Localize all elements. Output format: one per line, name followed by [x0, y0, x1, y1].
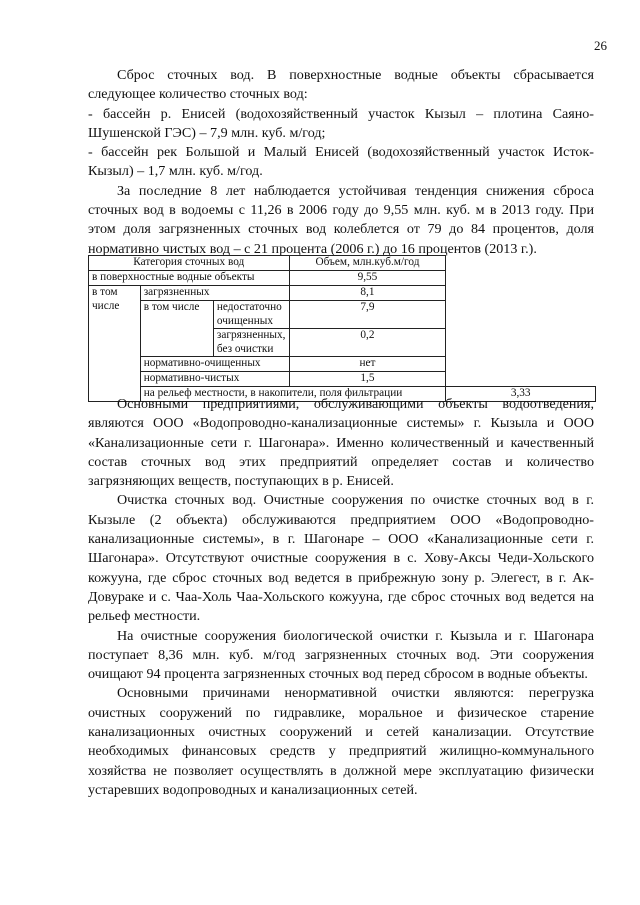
- table-row: [89, 271, 596, 286]
- row-value: 0,2: [289, 329, 446, 357]
- paragraph-treatment: Очистка сточных вод. Очистные сооружения по очистке сточных вод в г. Кызыле (2 объекта) обслуживаются предприятием ООО «Водопроводно-канализационные системы», в г. Шагонаре – ООО «Канализационные сети г. Шагонара». Отсутствуют очистные сооружения в с. Хову-Аксы Чеди-Хольского кожууна, где сброс сточных вод ведется в прибрежную зону р. Элегест, в г. Ак-Довураке и с. Чаа-Холь Чаа-Хольского кожууна, где сброс сточных вод ведется на рельеф местности.: [88, 492, 594, 625]
- row-value: 1,5: [289, 372, 446, 387]
- paragraph-enterprises: Основными предприятиями, обслуживающими объекты водоотведения, являются ООО «Водопроводно-канализационные системы» г. Кызыла и ООО «Канализационные сети г. Шагонара». Именно количественный и качественный состав сточных вод этих предприятий определяет состав и количество загрязняющих веществ, поступающих в р. Енисей.: [88, 396, 594, 490]
- row-subgroup-label: в том числе: [140, 301, 213, 357]
- header-category: Категория сточных вод: [89, 256, 290, 271]
- row-value: 9,55: [289, 271, 446, 286]
- page-number: 26: [594, 38, 607, 53]
- table-row: [89, 357, 596, 372]
- intro-text: [88, 66, 594, 259]
- paragraph-discharge: Сброс сточных вод. В поверхностные водные объекты сбрасывается следующее количество сточных вод:: [88, 67, 594, 103]
- row-group-label: в том числе: [89, 286, 141, 402]
- row-value: 3,33: [446, 387, 596, 402]
- table-row: [89, 372, 596, 387]
- main-text: [88, 395, 594, 800]
- paragraph-biological: На очистные сооружения биологической очистки г. Кызыла и г. Шагонара поступает 8,36 млн. куб. м/год загрязненных сточных вод. Эти сооружения очищают 94 процента загрязненных сточных вод перед сбросом в водные объекты.: [88, 627, 594, 683]
- row-value: 7,9: [289, 301, 446, 329]
- paragraph-yenisei-basin: - бассейн р. Енисей (водохозяйственный участок Кызыл – плотина Саяно-Шушенской ГЭС) – 7,9 млн. куб. м/год;: [88, 105, 594, 141]
- row-label: загрязненных: [140, 286, 289, 301]
- row-label: нормативно-чистых: [140, 372, 289, 387]
- wastewater-table: [88, 255, 596, 402]
- paragraph-causes: Основными причинами ненормативной очистки являются: перегрузка очистных сооружений по гидравлике, моральное и физическое старение канализационных очистных сооружений и сетей канализации. Отсутствие необходимых финансовых средств у предприятий жилищно-коммунального хозяйства не позволяет осуществлять в должной мере эксплуатацию физически устаревших водопроводных и канализационных сетей.: [88, 685, 594, 798]
- row-value: нет: [289, 357, 446, 372]
- row-value: 8,1: [289, 286, 446, 301]
- row-label: загрязненных, без очистки: [213, 329, 289, 357]
- table-row: [89, 286, 596, 301]
- paragraph-big-small-yenisei: - бассейн рек Большой и Малый Енисей (водохозяйственный участок Исток-Кызыл) – 1,7 млн. куб. м/год.: [88, 144, 594, 180]
- row-label: на рельеф местности, в накопители, поля фильтрации: [140, 387, 446, 402]
- table-row: [89, 301, 596, 329]
- header-volume: Объем, млн.куб.м/год: [289, 256, 446, 271]
- paragraph-trend: За последние 8 лет наблюдается устойчивая тенденция снижения сброса сточных вод в водоемы с 11,26 в 2006 году до 9,55 млн. куб. м в 2013 году. При этом доля загрязненных сточных вод колеблется от 79 до 84 процентов, доля нормативно чистых вод – с 21 процента (2006 г.) до 16 процентов (2013 г.).: [88, 182, 594, 257]
- table-header-row: [89, 256, 596, 271]
- row-label: недостаточно очищенных: [213, 301, 289, 329]
- row-label: нормативно-очищенных: [140, 357, 289, 372]
- row-label: в поверхностные водные объекты: [89, 271, 290, 286]
